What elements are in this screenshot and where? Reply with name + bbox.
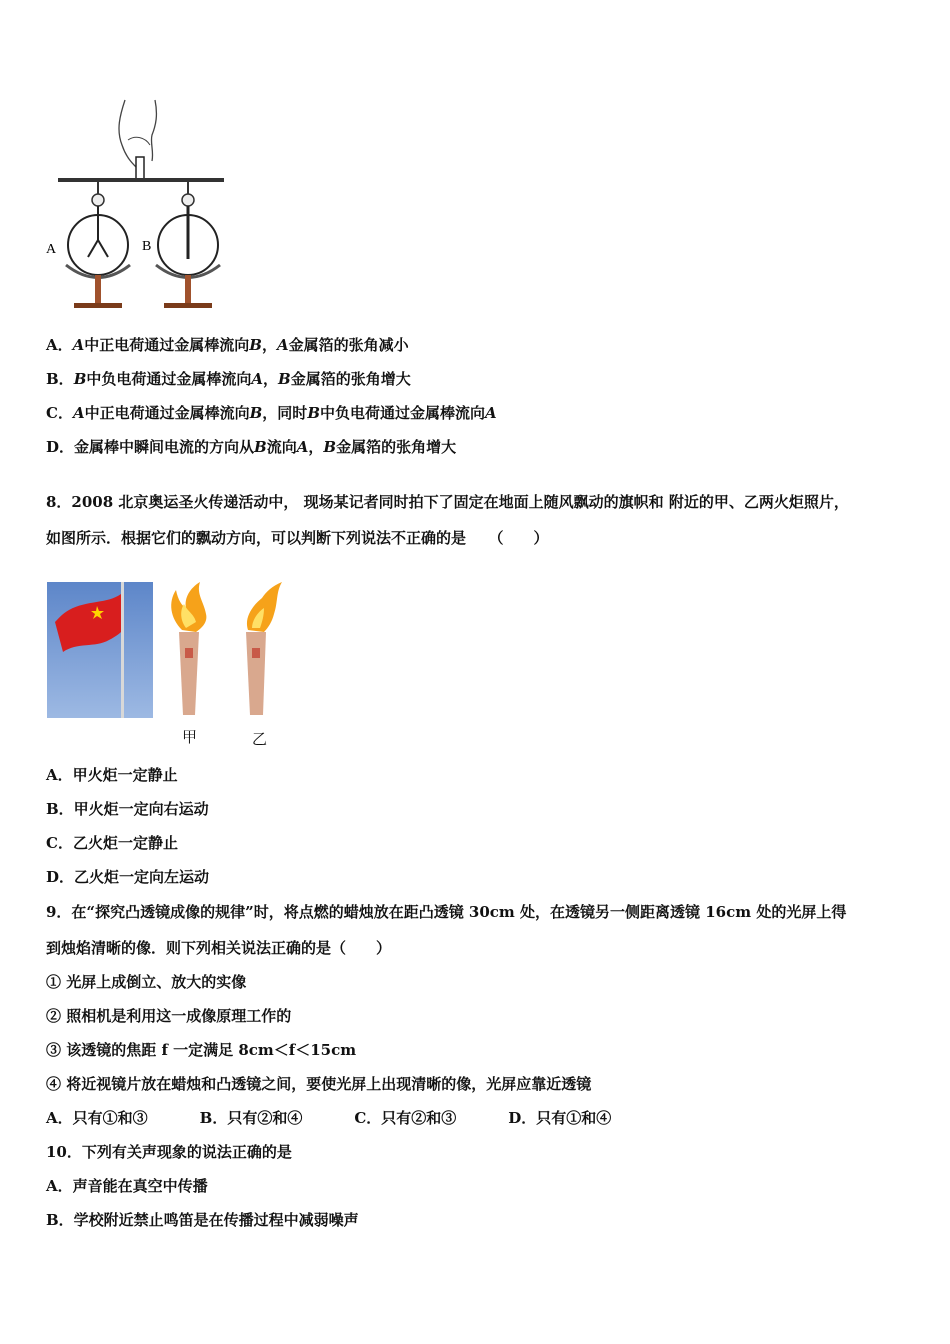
torch-yi-label: 乙 <box>252 730 268 748</box>
torch-yi-photo <box>232 580 288 720</box>
q9-stem-line1: 9．在“探究凸透镜成像的规律”时，将点燃的蜡烛放在距凸透镜 30cm 处，在透镜另一侧距离透镜 16cm 处的光屏上得 <box>46 903 847 921</box>
torch-jia-photo <box>162 580 218 720</box>
q9-statement-2: ② 照相机是利用这一成像原理工作的 <box>46 1007 292 1025</box>
q10-option-a: A．声音能在真空中传播 <box>46 1177 208 1195</box>
electroscope-figure <box>40 95 240 320</box>
q9-options <box>46 1108 663 1128</box>
q8-option-a: A．甲火炬一定静止 <box>46 766 178 784</box>
q8-option-c: C．乙火炬一定静止 <box>46 834 178 852</box>
q9-statement-4: ④ 将近视镜片放在蜡烛和凸透镜之间，要使光屏上出现清晰的像，光屏应靠近透镜 <box>46 1075 592 1093</box>
q7-option-d: D．金属棒中瞬间电流的方向从B流向A，B金属箔的张角增大 <box>46 438 457 456</box>
q9-statement-1: ① 光屏上成倒立、放大的实像 <box>46 973 247 991</box>
q10-stem: 10．下列有关声现象的说法正确的是 <box>46 1143 292 1161</box>
q8-option-b: B．甲火炬一定向右运动 <box>46 800 209 818</box>
q8-stem-line1: 8．2008 北京奥运圣火传递活动中， 现场某记者同时拍下了固定在地面上随风飘动的旗帜和 附近的甲、乙两火炬照片， <box>46 493 849 511</box>
q8-option-d: D．乙火炬一定向左运动 <box>46 868 210 886</box>
electroscope-b-label: B <box>142 239 152 254</box>
q9-stem-line2: 到烛焰清晰的像．则下列相关说法正确的是（ ） <box>46 939 392 957</box>
q9-option-b: B．只有②和④ <box>199 1109 303 1127</box>
q9-statement-3: ③ 该透镜的焦距 f 一定满足 8cm＜f＜15cm <box>46 1041 357 1059</box>
flag-photo <box>47 582 153 718</box>
q9-option-a: A．只有①和③ <box>46 1109 148 1127</box>
q8-stem-line2: 如图所示．根据它们的飘动方向，可以判断下列说法不正确的是 （ ） <box>46 529 549 547</box>
electroscope-a-label: A <box>46 242 57 257</box>
q9-option-c: C．只有②和③ <box>354 1109 457 1127</box>
torch-jia-label: 甲 <box>182 728 198 746</box>
q7-option-b: B．B中负电荷通过金属棒流向A，B金属箔的张角增大 <box>46 370 411 388</box>
q10-option-b: B．学校附近禁止鸣笛是在传播过程中减弱噪声 <box>46 1211 359 1229</box>
q7-option-c: C．A中正电荷通过金属棒流向B，同时B中负电荷通过金属棒流向A <box>46 404 497 422</box>
q9-option-d: D．只有①和④ <box>508 1109 612 1127</box>
q7-option-a: A．A中正电荷通过金属棒流向B，A金属箔的张角减小 <box>46 336 409 354</box>
